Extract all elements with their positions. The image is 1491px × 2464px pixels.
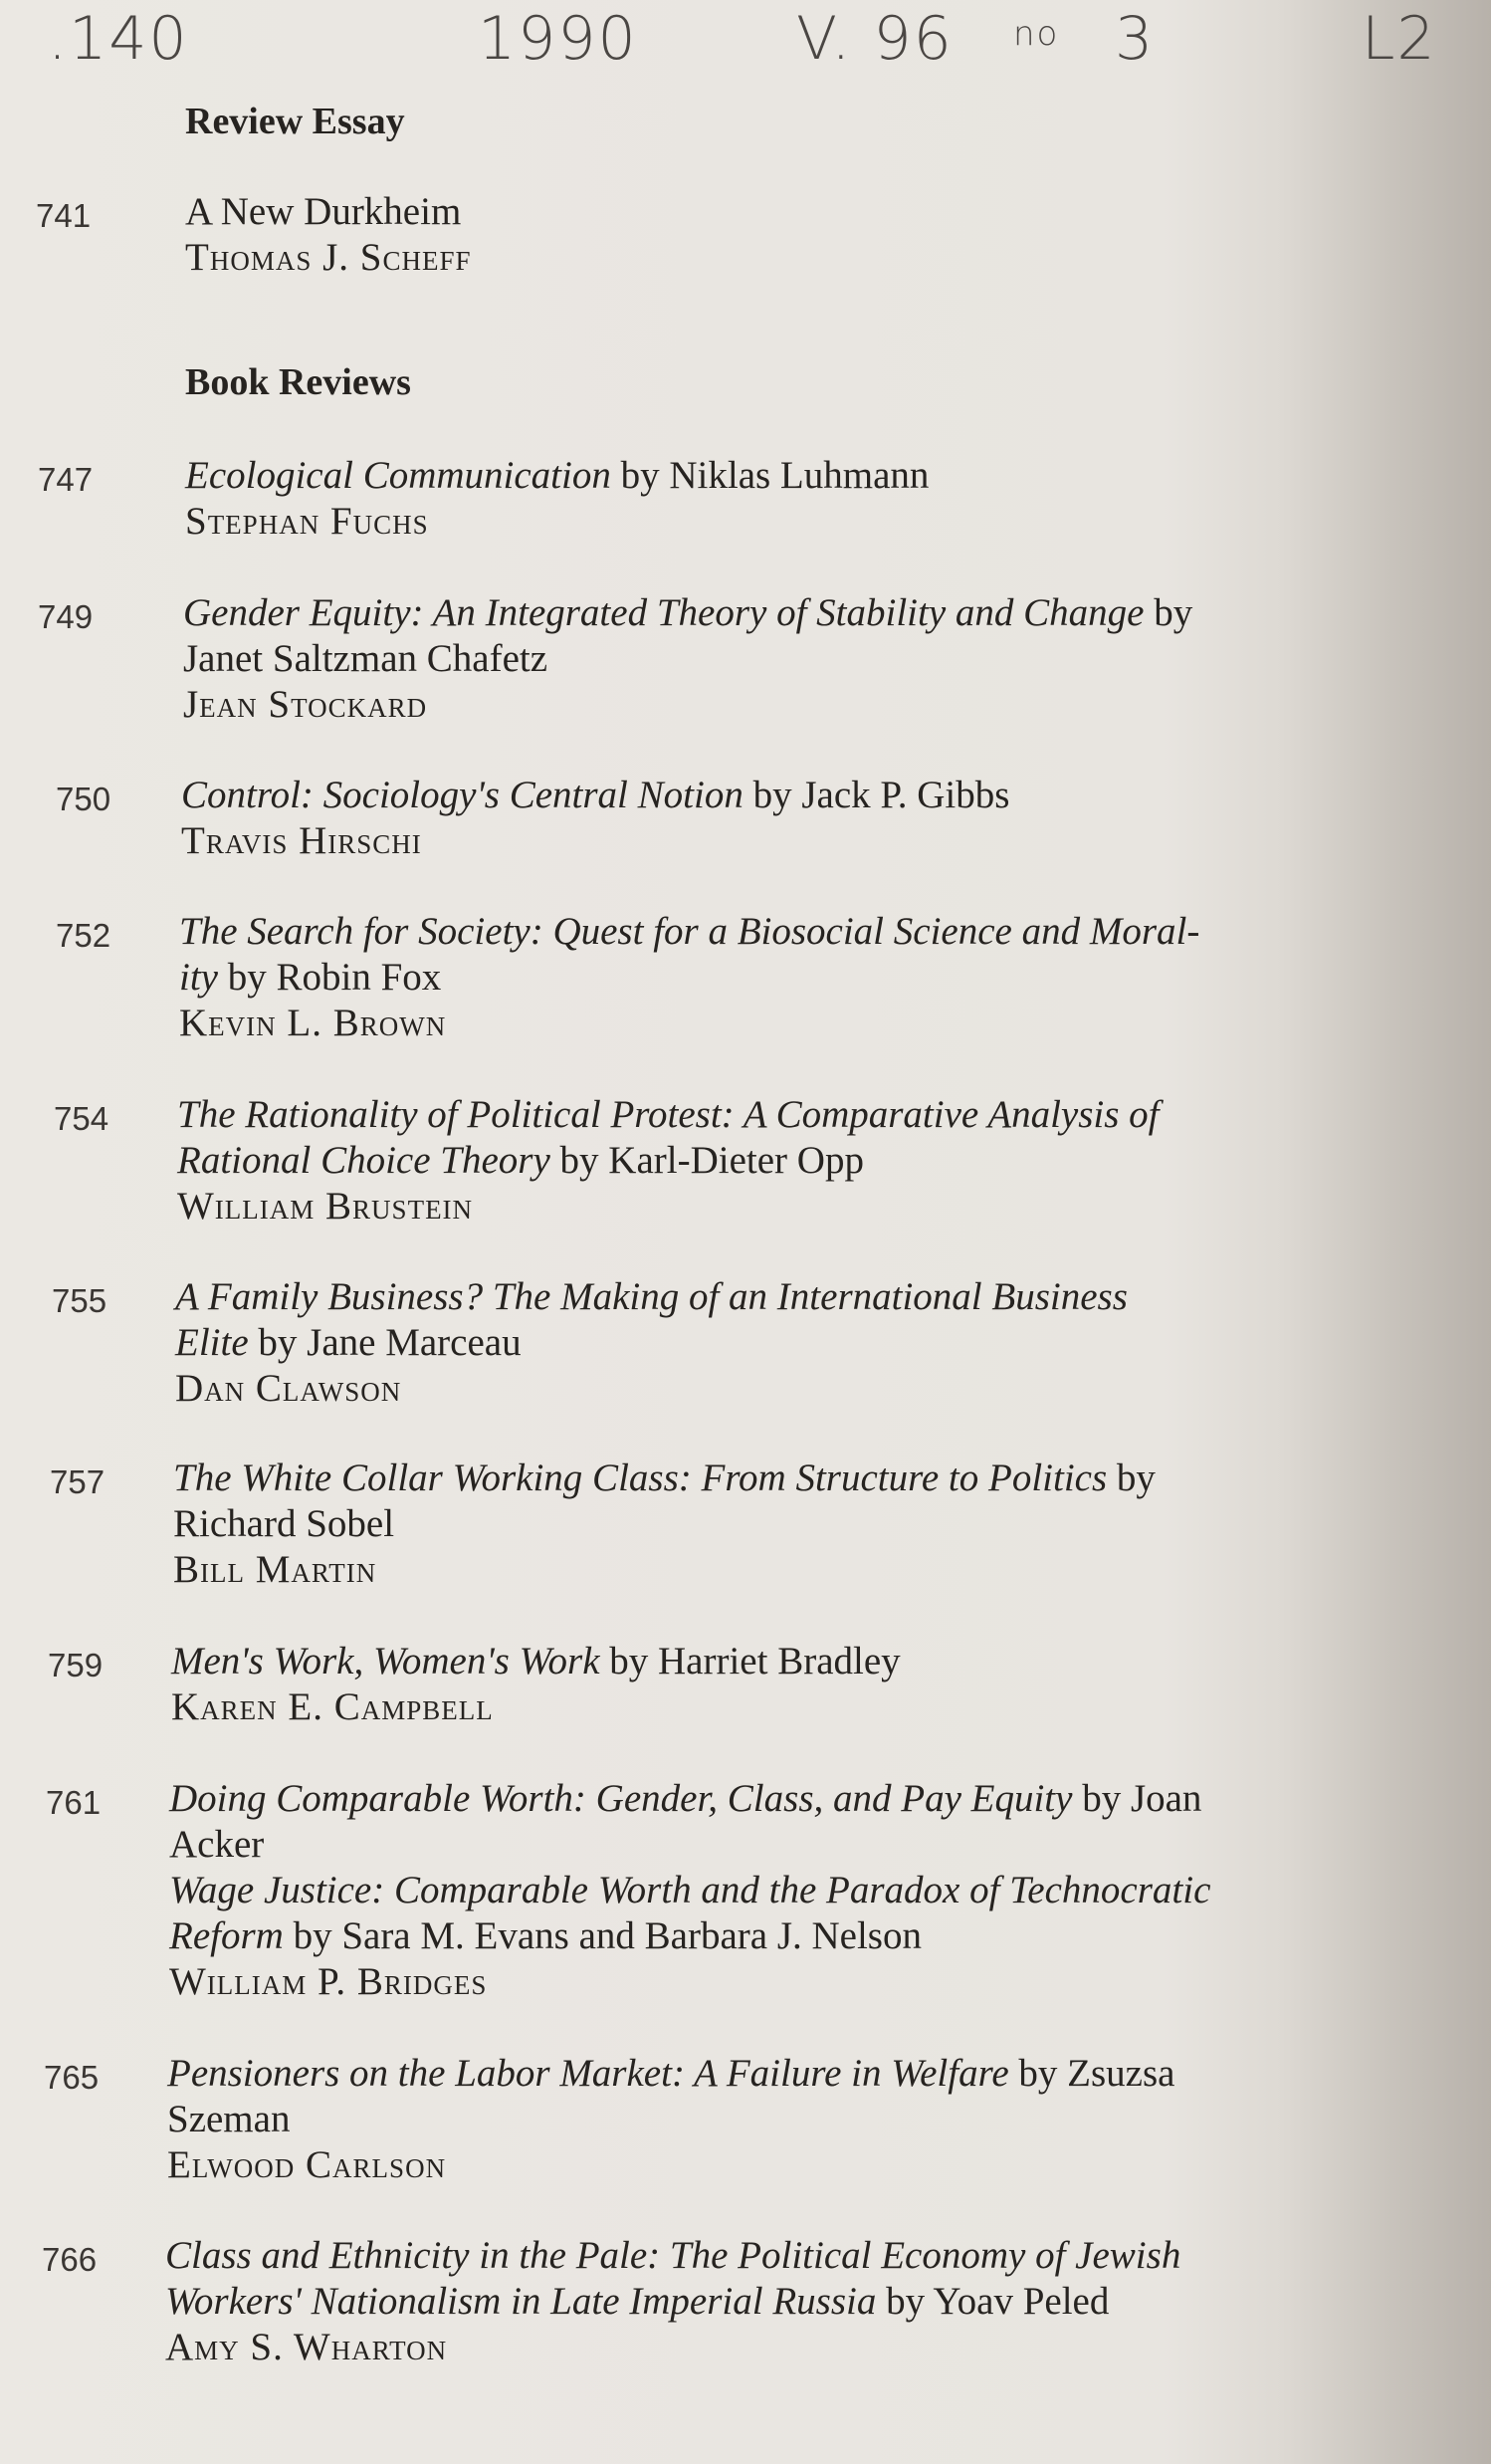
- book-author: by Robin Fox: [217, 956, 442, 999]
- book-title: The Rationality of Political Protest: A Comparative Analysis of: [177, 1093, 1160, 1136]
- reviewer-name: William Brustein: [177, 1185, 474, 1228]
- entry-body: [173, 1456, 1368, 1593]
- book-title: Class and Ethnicity in the Pale: The Political Economy of Jewish: [165, 2234, 1181, 2277]
- page-number: 747: [38, 461, 94, 498]
- reviewer-name: Thomas J. Scheff: [185, 236, 472, 279]
- page-number: 757: [50, 1463, 106, 1500]
- book-title: Doing Comparable Worth: Gender, Class, and Pay Equity: [169, 1777, 1073, 1820]
- reviewer-name: Karen E. Campbell: [171, 1685, 494, 1728]
- page-number: 750: [56, 781, 111, 817]
- entry-body: [185, 189, 1380, 281]
- hw-volume: V. 96: [796, 4, 954, 74]
- book-author: by Harriet Bradley: [599, 1640, 901, 1682]
- entry-body: [183, 590, 1378, 728]
- book-title: A Family Business? The Making of an International Business: [175, 1275, 1128, 1318]
- page-number: 765: [44, 2059, 100, 2096]
- page-number: 749: [38, 598, 94, 635]
- reviewer-name: Travis Hirschi: [181, 819, 422, 862]
- book-title-continued: Workers' Nationalism in Late Imperial Russia: [165, 2280, 877, 2323]
- book-author: by Jane Marceau: [248, 1321, 522, 1364]
- page-number: 752: [56, 917, 111, 954]
- entry-body: [165, 2233, 1360, 2370]
- book-reviews-heading: Book Reviews: [185, 361, 411, 403]
- reviewer-name: Bill Martin: [173, 1548, 377, 1591]
- reviewer-name: Elwood Carlson: [167, 2143, 447, 2186]
- hw-end-mark: L2: [1362, 4, 1437, 74]
- book-title: The Search for Society: Quest for a Biosocial Science and Moral-: [179, 910, 1200, 953]
- reviewer-name: Dan Clawson: [175, 1367, 402, 1410]
- second-book-title-continued: Reform: [169, 1914, 284, 1957]
- book-author: by Jack P. Gibbs: [743, 774, 1010, 816]
- book-author: Richard Sobel: [173, 1502, 395, 1545]
- reviewer-name: William P. Bridges: [169, 1960, 488, 2003]
- entry-body: [177, 1092, 1372, 1230]
- second-book-authors: by Sara M. Evans and Barbara J. Nelson: [283, 1914, 922, 1957]
- page-number: 741: [36, 197, 92, 234]
- handwritten-annotation: [0, 0, 1491, 90]
- book-author: by Niklas Luhmann: [610, 454, 930, 497]
- reviewer-name: Jean Stockard: [183, 683, 428, 726]
- entry-body: [169, 1776, 1364, 2005]
- book-author-by: by: [1144, 591, 1193, 634]
- book-author-by: by Joan: [1072, 1777, 1202, 1820]
- entry-body: [185, 453, 1380, 545]
- entry-body: [167, 2051, 1362, 2188]
- book-title: Ecological Communication: [185, 454, 611, 497]
- review-essay-heading: Review Essay: [185, 101, 405, 142]
- reviewer-name: Amy S. Wharton: [165, 2326, 448, 2368]
- book-author: Szeman: [167, 2098, 291, 2140]
- entry-body: [171, 1639, 1366, 1730]
- book-title-continued: Rational Choice Theory: [177, 1139, 550, 1182]
- entry-body: [175, 1274, 1370, 1412]
- book-title: Pensioners on the Labor Market: A Failure in Welfare: [167, 2052, 1009, 2095]
- book-title-continued: Elite: [175, 1321, 249, 1364]
- book-title: Control: Sociology's Central Notion: [181, 774, 744, 816]
- page-number: 755: [52, 1282, 107, 1319]
- reviewer-name: Kevin L. Brown: [179, 1002, 447, 1044]
- book-title: Men's Work, Women's Work: [171, 1640, 600, 1682]
- book-title-continued: ity: [179, 956, 218, 999]
- hw-issue: 3: [1115, 4, 1156, 74]
- reviewer-name: Stephan Fuchs: [185, 500, 429, 543]
- page-number: 766: [42, 2241, 98, 2278]
- book-title: Gender Equity: An Integrated Theory of Stability and Change: [183, 591, 1145, 634]
- book-author-by: by: [1107, 1456, 1156, 1499]
- hw-issue-mark: no: [1013, 14, 1060, 54]
- hw-year: 1990: [478, 4, 638, 74]
- hw-call-number: .140: [48, 4, 189, 74]
- essay-title: A New Durkheim: [185, 190, 462, 233]
- page-number: 761: [46, 1784, 102, 1821]
- entry-body: [179, 909, 1374, 1046]
- second-book-title: Wage Justice: Comparable Worth and the Paradox of Technocratic: [169, 1869, 1211, 1911]
- book-title: The White Collar Working Class: From Structure to Politics: [173, 1456, 1108, 1499]
- page-number: 754: [54, 1100, 109, 1137]
- book-author: by Karl-Dieter Opp: [549, 1139, 864, 1182]
- book-author: Janet Saltzman Chafetz: [183, 637, 548, 680]
- book-author-by: by Zsuzsa: [1008, 2052, 1175, 2095]
- book-author: by Yoav Peled: [876, 2280, 1110, 2323]
- page-number: 759: [48, 1647, 104, 1683]
- entry-body: [181, 773, 1376, 864]
- book-author: Acker: [169, 1823, 265, 1866]
